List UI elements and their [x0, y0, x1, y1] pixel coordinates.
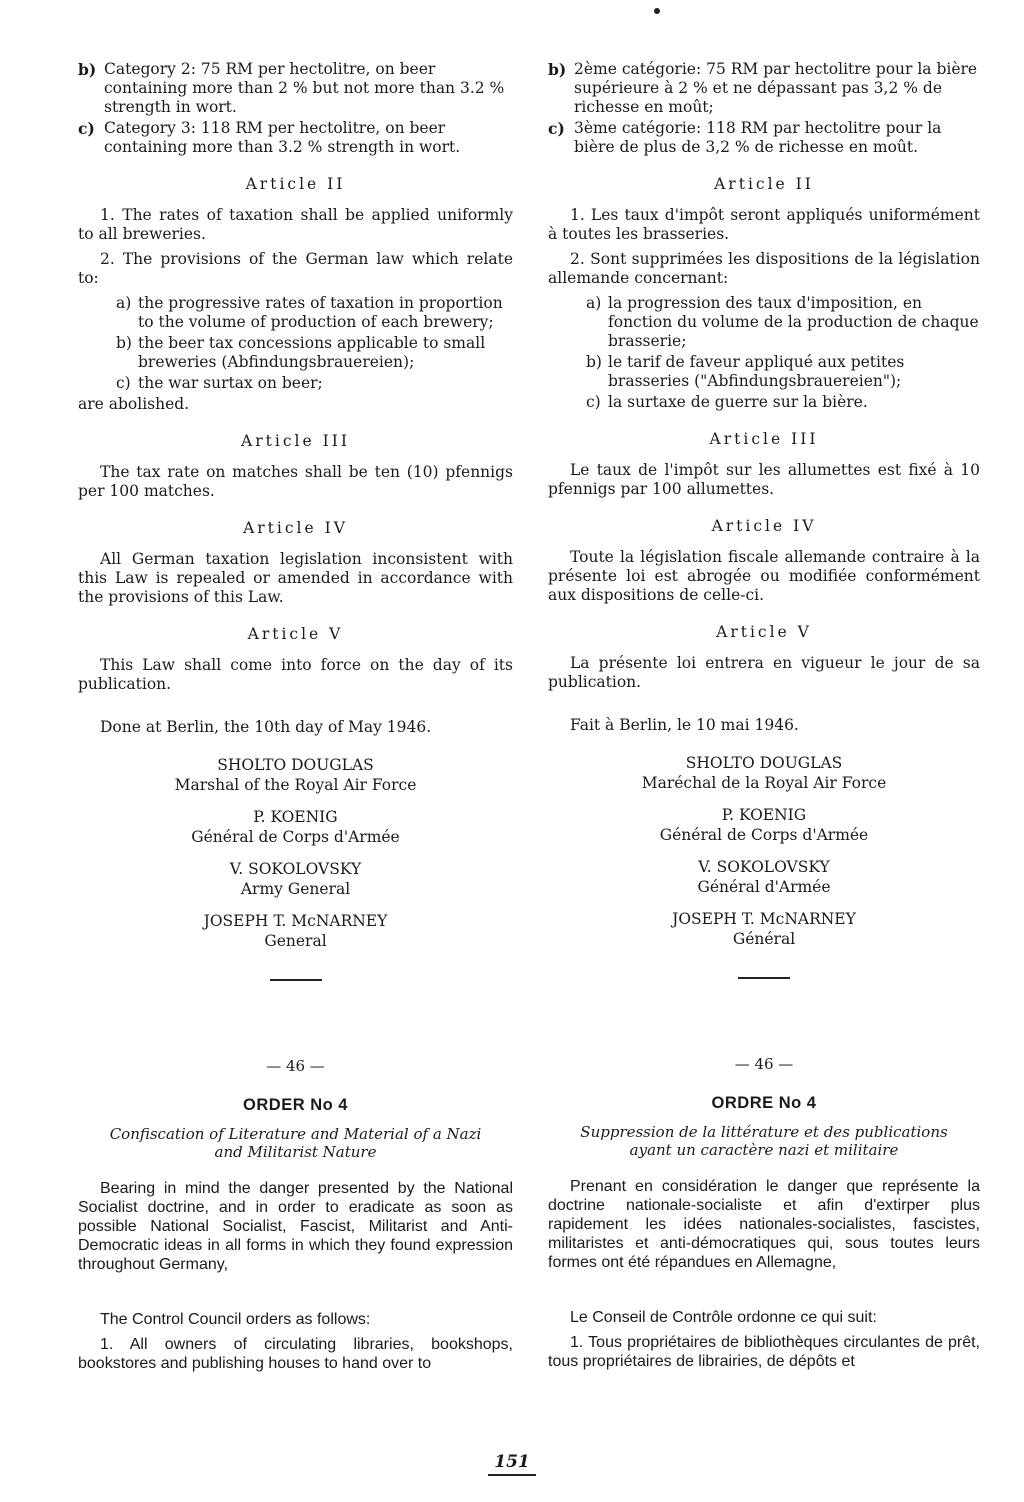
item-text: la progression des taux d'imposition, en fonction du volume de la production de chaque brasserie; — [608, 294, 979, 350]
paragraph: This Law shall come into force on the day of its publication. — [78, 656, 513, 693]
paragraph: The Control Council orders as follows: — [100, 1311, 371, 1328]
item-label: b) — [78, 60, 97, 79]
article-heading: Article IV — [243, 519, 348, 537]
signature-block — [78, 755, 513, 795]
signature-block — [548, 909, 980, 949]
article-heading: Article II — [245, 175, 346, 193]
paragraph: 2. Sont supprimées les dispositions de la législation allemande concernant: — [548, 250, 980, 287]
signatory-name: V. SOKOLOVSKY — [229, 860, 362, 878]
paragraph: Prenant en considération le danger que représente la doctrine nationale-socialiste et afin d'extirper plus rapidement les idées nationales-socialistes, fascistes, militaristes et anti-démocratiques qui, sous toutes leurs formes ont été répandues en Allemagne, — [548, 1178, 980, 1271]
item-label: c) — [78, 119, 95, 138]
order-title: ORDRE No 4 — [711, 1094, 817, 1112]
order-subtitle: Suppression de la littérature et des publications ayant un caractère nazi et militaire — [580, 1123, 948, 1159]
ink-dot — [654, 8, 660, 14]
item-label: b) — [548, 60, 567, 79]
item-text: Category 2: 75 RM per hectolitre, on beer containing more than 2 % but not more than 3.2 % strength in wort. — [104, 60, 505, 116]
page-footer — [0, 1452, 1024, 1472]
section-rule — [738, 977, 790, 979]
french-column — [548, 60, 980, 1377]
signatory-name: V. SOKOLOVSKY — [698, 858, 830, 876]
article-heading: Article III — [709, 430, 819, 448]
signature-block — [78, 911, 513, 951]
sub-item — [586, 353, 980, 391]
signing-place-date: Fait à Berlin, le 10 mai 1946. — [570, 716, 799, 734]
signature-block — [548, 753, 980, 793]
order-title: ORDER No 4 — [243, 1096, 348, 1114]
signatory-title: Army General — [240, 880, 351, 898]
signing-place-date: Done at Berlin, the 10th day of May 1946. — [100, 718, 432, 736]
paragraph: The tax rate on matches shall be ten (10) pfennigs per 100 matches. — [78, 463, 513, 500]
paragraph: Bearing in mind the danger presented by the National Socialist doctrine, and in order to eradicate as soon as possible National Socialist, Fascist, Militarist and Anti-Democratic ideas in all forms in which they found expression throughout Germany, — [78, 1180, 513, 1273]
paragraph: 1. All owners of circulating libraries, bookshops, bookstores and publishing houses to hand over to — [78, 1336, 513, 1372]
paragraph: 2. The provisions of the German law which relate to: — [78, 250, 513, 287]
signatory-name: JOSEPH T. McNARNEY — [203, 912, 388, 930]
item-label: b) — [586, 353, 602, 371]
signatory-title: Maréchal de la Royal Air Force — [641, 774, 887, 792]
signature-block — [548, 805, 980, 845]
article-heading: Article V — [247, 625, 344, 643]
section-page-number: — 46 — — [266, 1057, 325, 1075]
signatory-title: Général d'Armée — [697, 878, 831, 896]
item-label: c) — [586, 393, 601, 411]
signatory-name: SHOLTO DOUGLAS — [217, 756, 374, 774]
paragraph: Toute la législation fiscale allemande contraire à la présente loi est abrogée ou modifiée conformément aux dispositions de celle-ci. — [548, 548, 980, 604]
sub-item — [116, 334, 513, 372]
paragraph: 1. Les taux d'impôt seront appliqués uniformément à toutes les brasseries. — [548, 206, 980, 243]
sub-item — [586, 294, 980, 351]
signatory-name: SHOLTO DOUGLAS — [685, 754, 843, 772]
signatory-name: JOSEPH T. McNARNEY — [672, 910, 856, 928]
paragraph: All German taxation legislation inconsistent with this Law is repealed or amended in accordance with the provisions of this Law. — [78, 550, 513, 606]
section-page-number: — 46 — — [734, 1055, 794, 1073]
signature-block — [78, 807, 513, 847]
sub-item — [116, 294, 513, 332]
section-rule — [270, 979, 322, 981]
signatory-title: General — [264, 932, 327, 950]
paragraph: are abolished. — [78, 395, 190, 413]
article-heading: Article III — [241, 432, 350, 450]
category-item — [78, 60, 513, 117]
paragraph: Le taux de l'impôt sur les allumettes est fixé à 10 pfennigs par 100 allumettes. — [548, 461, 980, 498]
paragraph: La présente loi entrera en vigueur le jour de sa publication. — [548, 654, 980, 691]
english-column — [78, 60, 513, 1379]
signatory-name: P. KOENIG — [253, 808, 338, 826]
item-text: la surtaxe de guerre sur la bière. — [608, 393, 868, 411]
signature-block — [78, 859, 513, 899]
signatory-title: Général de Corps d'Armée — [191, 828, 400, 846]
sub-item — [116, 374, 513, 393]
paragraph: Le Conseil de Contrôle ordonne ce qui suit: — [570, 1309, 877, 1326]
article-heading: Article II — [714, 175, 814, 193]
item-text: le tarif de faveur appliqué aux petites brasseries ("Abfindungsbrauereien"); — [608, 353, 905, 390]
signatory-title: Général — [732, 930, 796, 948]
signature-block — [548, 857, 980, 897]
category-item — [78, 119, 513, 157]
item-label: c) — [548, 119, 565, 138]
item-text: the beer tax concessions applicable to small breweries (Abfindungsbrauereien); — [138, 334, 486, 371]
page-number: 151 — [488, 1452, 536, 1476]
signatory-title: Marshal of the Royal Air Force — [174, 776, 417, 794]
signatory-title: Général de Corps d'Armée — [659, 826, 869, 844]
sub-item — [586, 393, 980, 412]
order-subtitle: Confiscation of Literature and Material of a Nazi and Militarist Nature — [109, 1125, 482, 1161]
item-text: 2ème catégorie: 75 RM par hectolitre pour la bière supérieure à 2 % et ne dépassant pas 3,2 % de richesse en moût; — [574, 60, 978, 116]
category-item — [548, 60, 980, 117]
item-text: the progressive rates of taxation in proportion to the volume of production of each brewery; — [138, 294, 503, 331]
category-item — [548, 119, 980, 157]
item-label: a) — [116, 294, 132, 312]
paragraph: 1. Tous propriétaires de bibliothèques circulantes de prêt, tous propriétaires de librairies, de dépôts et — [548, 1334, 980, 1370]
signatory-name: P. KOENIG — [721, 806, 807, 824]
item-label: a) — [586, 294, 602, 312]
paragraph: 1. The rates of taxation shall be applied uniformly to all breweries. — [78, 206, 513, 243]
article-heading: Article V — [716, 623, 812, 641]
item-text: Category 3: 118 RM per hectolitre, on beer containing more than 3.2 % strength in wort. — [104, 119, 461, 156]
item-label: c) — [116, 374, 131, 392]
article-heading: Article IV — [711, 517, 817, 535]
item-text: 3ème catégorie: 118 RM par hectolitre pour la bière de plus de 3,2 % de richesse en moût. — [574, 119, 942, 156]
item-label: b) — [116, 334, 132, 352]
item-text: the war surtax on beer; — [138, 374, 323, 392]
